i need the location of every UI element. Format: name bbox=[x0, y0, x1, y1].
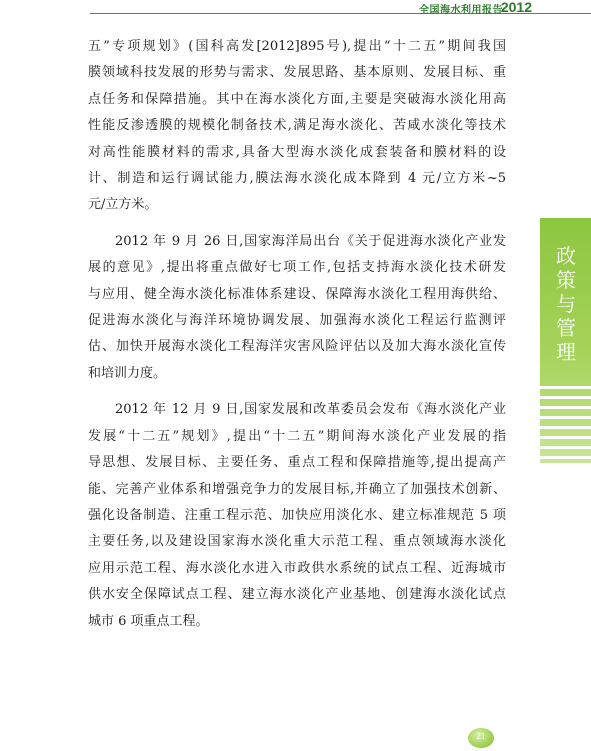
tab-stripe bbox=[540, 446, 591, 449]
text-line: 城市 6 项重点工程。 bbox=[88, 613, 209, 629]
text-line: 强化设备制造、注重工程示范、加快应用淡化水、建立标准规范 5 项 bbox=[88, 507, 506, 523]
text-line: 五”专项规划》(国科高发[2012]895号),提出“十二五”期间我国 bbox=[88, 39, 506, 54]
text-line: 元/立方米。 bbox=[88, 197, 158, 213]
paragraph-gap bbox=[88, 219, 506, 229]
tab-stripe bbox=[540, 456, 591, 459]
tab-stripe bbox=[540, 426, 591, 429]
text-line: 点任务和保障措施。其中在海水淡化方面,主要是突破海水淡化用高 bbox=[88, 91, 506, 107]
text-line: 发展“十二五”规划》,提出“十二五”期间海水淡化产业发展的指 bbox=[88, 428, 506, 444]
report-year: 2012 bbox=[500, 0, 532, 15]
text-line: 促进海水淡化与海洋环境协调发展、加强海水淡化工程运行监测评 bbox=[88, 313, 506, 329]
text-line: 供水安全保障试点工程、建立海水淡化产业基地、创建海水淡化试点 bbox=[88, 587, 506, 603]
tab-stripe bbox=[540, 416, 591, 419]
text-line: 主要任务,以及建设国家海水淡化重大示范工程、重点领域海水淡化 bbox=[88, 534, 506, 550]
text-line: 能、完善产业体系和增强竞争力的发展目标,并确立了加强技术创新、 bbox=[88, 481, 506, 497]
text-line: 导思想、发展目标、主要任务、重点工程和保障措施等,提出提高产 bbox=[88, 455, 506, 471]
text-line: 计、制造和运行调试能力,膜法海水淡化成本降到 4 元/立方米~5 bbox=[88, 171, 506, 187]
text-line: 性能反渗透膜的规模化制备技术,满足海水淡化、苦咸水淡化等技术 bbox=[88, 118, 506, 134]
text-line: 膜领域科技发展的形势与需求、发展思路、基本原则、发展目标、重 bbox=[88, 65, 506, 81]
tab-stripe bbox=[540, 436, 591, 439]
tab-stripe bbox=[540, 386, 591, 389]
section-tab-label: 政策与管理 bbox=[556, 244, 576, 364]
text-line: 展的意见》,提出将重点做好七项工作,包括支持海水淡化技术研发 bbox=[88, 260, 506, 276]
text-line: 估、加快开展海水淡化工程海洋灾害风险评估以及加大海水淡化宣传 bbox=[88, 339, 506, 355]
page-number: 21 bbox=[476, 731, 486, 741]
tab-stripe bbox=[540, 396, 591, 399]
report-title: 全国海水利用报告 bbox=[419, 5, 503, 16]
text-line: 2012 年 12 月 9 日,国家发展和改革委员会发布《海水淡化产业 bbox=[115, 402, 506, 418]
text-line: 与应用、健全海水淡化标准体系建设、保障海水淡化工程用海供给、 bbox=[88, 286, 506, 302]
tab-stripe bbox=[540, 406, 591, 409]
text-line: 对高性能膜材料的需求,具备大型海水淡化成套装备和膜材料的设 bbox=[88, 144, 506, 160]
paragraph-gap bbox=[88, 387, 506, 397]
text-line: 2012 年 9 月 26 日,国家海洋局出台《关于促进海水淡化产业发 bbox=[115, 233, 506, 249]
text-line: 和培训力度。 bbox=[88, 365, 167, 381]
text-line: 应用示范工程、海水淡化水进入市政供水系统的试点工程、近海城市 bbox=[88, 560, 506, 576]
body-text bbox=[88, 34, 506, 635]
